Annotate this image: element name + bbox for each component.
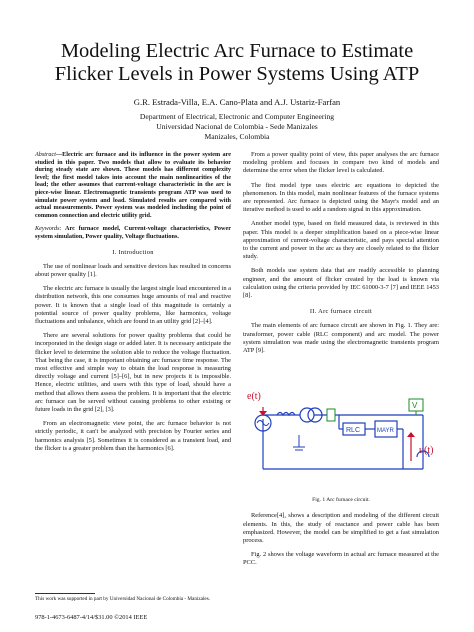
isbn-copyright: 978-1-4673-6487-4/14/$31.00 ©2014 IEEE xyxy=(35,614,148,621)
paragraph: The main elements of arc furnace circuit are shown in Fig. 1. They are: transformer, power cable (RLC component) and arc model. The power system simulation was made using the electromagnetic transients program ATP [9]. xyxy=(243,322,439,355)
label-e: e(t) xyxy=(247,391,261,403)
label-u: u(t) xyxy=(419,445,434,457)
paper-title: Modeling Electric Arc Furnace to Estimate Flicker Levels in Power Systems Using ATP xyxy=(54,40,420,85)
paragraph: The electric arc furnace is usually the largest single load encountered in a distribution network, this one consumes huge amounts of real and reactive power. It is known that a single load of this magnitude is certainly a potential source of power quality problems, like harmonics, voltage fluctuations and unbalance, which are found in an utility grid [2]–[4]. xyxy=(35,285,231,325)
right-column xyxy=(243,151,439,574)
paragraph: Fig. 2 shows the voltage waveform in actual arc furnace measured at the PCC. xyxy=(243,551,439,567)
paragraph: Reference[4], shows a description and modeling of the different circuit elements. In this, the study of reactance and power cable has been emphasized. However, the model can be simplified to get a fast simulation process. xyxy=(243,512,439,545)
transformer-primary-icon xyxy=(300,408,314,422)
paragraph: From an electromagnetic view point, the arc furnace behavior is not strictly periodic, it can't be analyzed with precision by Fourier series and harmonics analysis [5]. Sometimes it is considered as a transient load, and the flicker is a greater problem than the harmonics [6]. xyxy=(35,420,231,452)
keywords xyxy=(35,225,231,240)
affiliation-city: Manizales, Colombia xyxy=(204,132,270,141)
circuit-diagram xyxy=(243,361,439,493)
section-heading-circuit: II. Arc furnace circuit xyxy=(309,308,373,316)
label-mayr: MAYR xyxy=(377,428,394,435)
paragraph: Another model type, based on field measured data, is reviewed in this paper. This model is a deeper simplification based on a piece-wise linear approximation of current-voltage characteristic, and pays special attention to the current and power in the arc as they are closely related to the flicker study. xyxy=(243,220,439,261)
figure-caption: Fig. 1 Arc furnace circuit. xyxy=(312,497,370,504)
section-heading-introduction: I. Introduction xyxy=(112,248,154,256)
paragraph: Both models use system data that are readily accessible to planning engineer, and the amount of flicker created by the load is known via calculation using the criteria provided by IEC 61000-3-7 [7] and IEEE 1453 [8]. xyxy=(243,267,439,300)
affiliation xyxy=(30,112,444,142)
probe-icon xyxy=(327,409,335,421)
footnote: This work was supported in part by Universidad Nacional de Colombia - Manizales. xyxy=(35,596,211,602)
abstract-label: Abstract xyxy=(35,151,56,158)
keywords-text: Arc furnace model, Current-voltage characteristics, Power system simulation, Power quality, Voltage fluctuations. xyxy=(35,225,231,240)
affiliation-university: Universidad Nacional de Colombia - Sede Manizales xyxy=(156,122,318,131)
paragraph: There are several solutions for power quality problems that could be incorporated in the design stage or added later. It is necessary anticipate the flicker level to determine the solution able to reduce the voltage fluctuation. That being the case, it is important obtaining arc furnace time response. The most effective and simple way to obtain the load response is measuring directly voltage and current [5]–[6], but in new projects it is impossible. Hence, electric utilities, and users with this type of load, should have a method that allows them assess the problem. It is important that the electric arc furnace can be served without causing problems to other existing or future loads in the grid [2], [3]. xyxy=(35,332,231,413)
circuit-figure xyxy=(243,361,439,493)
abstract xyxy=(35,151,231,219)
abstract-text: —Electric arc furnace and its influence in the power system are studied in this paper. Two models that allow to evaluate its behavior during steady state are shown. These models has different complexity level; the first model takes into account the main nonlinearities of the load; the other assumes that current-voltage characteristic in the arc is piece-wise linear. Electromagnetic transients program ATP was used to simulate power system and load. Simulated results are compared with actual measurements. Power system was modeled including the point of common connection and electric utility grid. xyxy=(35,151,231,219)
affiliation-department: Department of Electrical, Electronic and Computer Engineering xyxy=(139,112,335,121)
paragraph: From a power quality point of view, this paper analyses the arc furnace modeling problem and focuses in compare two kind of models and determine the error when the flicker level is calculated. xyxy=(243,151,439,175)
label-rlc: RLC xyxy=(346,427,361,435)
paragraph: The first model type uses electric arc equations to depicted the phenomenon. In this model, main nonlinear features of the furnace systems are represented. Arc furnace is depicted using the Mayr's model and an iterative method is used to add a random signal in this approximation. xyxy=(243,181,439,214)
u-arrow-head xyxy=(407,432,415,437)
footnote-divider xyxy=(35,593,95,594)
label-v: V xyxy=(412,401,418,411)
keywords-label: Keywords: xyxy=(35,225,62,233)
paragraph: The use of nonlinear loads and sensitive devices has resulted in concerns about power quality [1]. xyxy=(35,262,231,278)
left-column xyxy=(35,151,231,459)
paper-authors: G.R. Estrada-Villa, E.A. Cano-Plata and A.J. Ustariz-Farfan xyxy=(133,97,341,107)
